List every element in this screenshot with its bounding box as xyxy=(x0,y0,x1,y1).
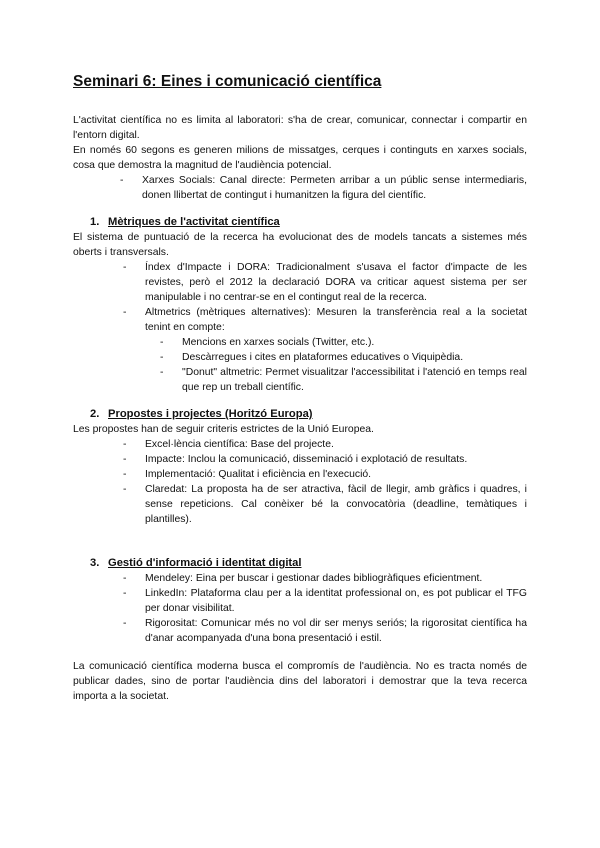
list-item: - Rigorositat: Comunicar més no vol dir ser menys seriós; la rigorositat científica ha d'anar acompanyada d'una bona presentació i estil. xyxy=(145,616,527,646)
list-item: - Impacte: Inclou la comunicació, disseminació i explotació de resultats. xyxy=(145,452,527,467)
list-item: - Índex d'Impacte i DORA: Tradicionalment s'usava el factor d'impacte de les revistes, però el 2012 la declaració DORA va criticar aquest sistema per ser manipulable i no centrar-se en el contingut real de la recerca. xyxy=(145,260,527,305)
list-item: - Implementació: Qualitat i eficiència en l'execució. xyxy=(145,467,527,482)
sub-list-item: - Mencions en xarxes socials (Twitter, etc.). xyxy=(160,335,527,350)
sub-list-item: - "Donut" altmetric: Permet visualitzar l'accessibilitat i l'atenció en temps real que rep un treball científic. xyxy=(160,365,527,395)
section-number: 3. xyxy=(90,557,100,569)
section-1-list xyxy=(145,260,527,395)
conclusion-paragraph: La comunicació científica moderna busca el compromís de l'audiència. No es tracta només de publicar dades, sino de portar l'audiència dins del laboratori i demostrar que la teva recerca importa a la societat. xyxy=(73,661,527,702)
altmetrics-sublist xyxy=(160,335,527,395)
page-title: Seminari 6: Eines i comunicació científica xyxy=(73,73,382,90)
section-1-intro: El sistema de puntuació de la recerca ha evolucionat des de models tancats a sistemes més oberts i transversals. xyxy=(73,232,527,258)
section-number: 2. xyxy=(90,408,100,420)
list-item xyxy=(145,305,527,395)
section-2-intro: Les propostes han de seguir criteris estrictes de la Unió Europea. xyxy=(73,424,374,435)
intro-paragraph-1: L'activitat científica no es limita al laboratori: s'ha de crear, comunicar, connectar i compartir en l'entorn digital. xyxy=(73,115,527,141)
section-2-list xyxy=(145,437,527,527)
list-item-text: Altmetrics (mètriques alternatives): Mesuren la transferència real a la societat tenint en compte: xyxy=(145,307,527,333)
list-item: - Xarxes Socials: Canal directe: Permeten arribar a un públic sense intermediaris, donen llibertat de contingut i humanitzen la figura del científic. xyxy=(142,173,527,203)
intro-list xyxy=(142,173,527,203)
section-title: Mètriques de l'activitat científica xyxy=(108,216,280,228)
section-3-list xyxy=(145,571,527,646)
list-item: - Mendeley: Eina per buscar i gestionar dades bibliogràfiques eficientment. xyxy=(145,571,527,586)
section-2-heading xyxy=(90,406,313,422)
list-item: - Claredat: La proposta ha de ser atractiva, fàcil de llegir, amb gràfics i quadres, i sense repeticions. Cal conèixer bé la convocatòria (deadline, temàtiques i plantilles). xyxy=(145,482,527,527)
section-1-heading xyxy=(90,214,280,230)
list-item: - Excel·lència científica: Base del projecte. xyxy=(145,437,527,452)
section-number: 1. xyxy=(90,216,100,228)
intro-paragraph-2: En només 60 segons es generen milions de missatges, cerques i continguts en xarxes socials, cosa que demostra la magnitud de l'audiència potencial. xyxy=(73,145,527,171)
list-item: - LinkedIn: Plataforma clau per a la identitat professional on, es pot publicar el TFG per donar visibilitat. xyxy=(145,586,527,616)
section-title: Propostes i projectes (Horitzó Europa) xyxy=(108,408,313,420)
section-title: Gestió d'informació i identitat digital xyxy=(108,557,302,569)
sub-list-item: - Descàrregues i cites en plataformes educatives o Viquipèdia. xyxy=(160,350,527,365)
section-3-heading xyxy=(90,555,301,571)
